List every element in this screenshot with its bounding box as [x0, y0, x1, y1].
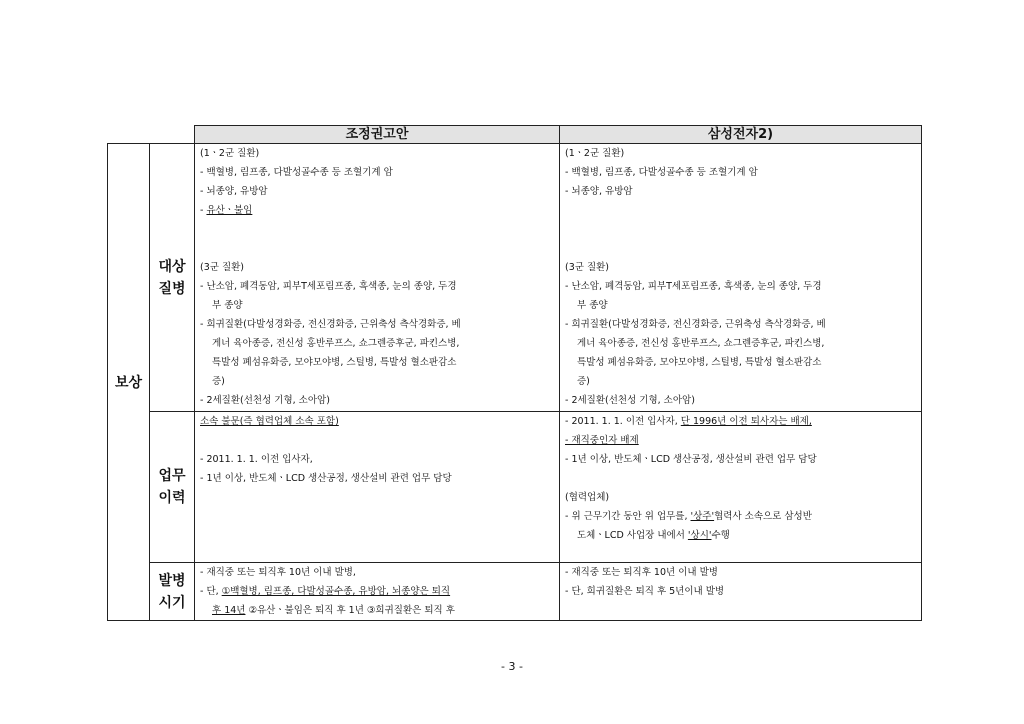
text-fragment: ②유산ㆍ불임은 퇴직 후 1년 ③희귀질환은 퇴직 후	[245, 605, 455, 616]
text-fragment: 수행	[711, 530, 730, 541]
work-right-cell	[560, 412, 922, 563]
underlined-text: '상시'	[687, 530, 712, 541]
disease-left-cell	[195, 144, 560, 412]
line: - 1년 이상, 반도체ㆍLCD 생산공정, 생산설비 관련 업무 담당	[565, 454, 817, 465]
header-recommendation: 조정권고안	[195, 126, 560, 144]
line: (협력업체)	[565, 492, 610, 503]
section-compensation: 보상	[108, 144, 150, 621]
label-onset-text: 발병 시기	[158, 572, 186, 611]
underlined-text: 단 1996년 이전 퇴사자는 배제,	[680, 416, 812, 427]
row-label-disease	[150, 144, 195, 412]
underlined-text: ①백혈병, 림프종, 다발성골수종, 유방암, 뇌종양은 퇴직	[221, 586, 451, 597]
onset-right-cell	[560, 563, 922, 621]
line: - 재직중 또는 퇴직후 10년 이내 발병,	[200, 567, 356, 578]
line: 특발성 폐섬유화증, 모야모야병, 스틸병, 특발성 혈소판감소	[212, 357, 457, 368]
text-fragment: - 위 근무기간 동안 위 업무를,	[565, 511, 691, 522]
row-label-onset	[150, 563, 195, 621]
line: - 2세질환(선천성 기형, 소아암)	[200, 395, 330, 406]
line: - 뇌종양, 유방암	[565, 186, 633, 197]
line: 게너 육아종증, 전신성 홍반루프스, 쇼그렌증후군, 파킨스병,	[577, 338, 825, 349]
line: - 2011. 1. 1. 이전 입사자,	[200, 454, 313, 465]
label-work-text: 업무 이력	[158, 468, 186, 506]
line: (1ㆍ2군 질환)	[565, 148, 625, 159]
line: - 백혈병, 림프종, 다발성골수종 등 조혈기계 암	[565, 167, 758, 178]
line: - 단, 희귀질환은 퇴직 후 5년이내 발병	[565, 586, 725, 597]
line	[200, 601, 555, 620]
text-fragment: 협력사 소속으로 삼성반	[714, 511, 812, 522]
line	[565, 412, 917, 431]
label-disease-text: 대상 질병	[158, 258, 186, 297]
line: - 재직중 또는 퇴직후 10년 이내 발병	[565, 567, 718, 578]
text-fragment: - 단,	[200, 586, 222, 597]
line: (1ㆍ2군 질환)	[200, 148, 260, 159]
line: 증)	[212, 376, 225, 387]
line: - 2세질환(선천성 기형, 소아암)	[565, 395, 695, 406]
work-left-cell	[195, 412, 560, 563]
line	[200, 582, 555, 601]
line: (3군 질환)	[200, 262, 245, 273]
header-samsung: 삼성전자2)	[560, 126, 922, 144]
line: - 1년 이상, 반도체ㆍLCD 생산공정, 생산설비 관련 업무 담당	[200, 473, 452, 484]
line: - 유산ㆍ불임	[200, 205, 253, 216]
row-label-work	[150, 412, 195, 563]
line: 게너 육아종증, 전신성 홍반루프스, 쇼그렌증후군, 파킨스병,	[212, 338, 460, 349]
line: - 난소암, 폐격동암, 피부T세포림프종, 흑색종, 눈의 종양, 두경	[200, 281, 457, 292]
line	[565, 507, 917, 526]
onset-left-cell	[195, 563, 560, 621]
line: - 희귀질환(다발성경화증, 전신경화증, 근위축성 측삭경화증, 베	[565, 319, 826, 330]
compensation-comparison-table	[107, 125, 922, 621]
page-number: - 3 -	[501, 660, 523, 673]
blank-corner	[108, 126, 195, 144]
line: (3군 질환)	[565, 262, 610, 273]
text-fragment: 도체ㆍLCD 사업장 내에서	[577, 530, 688, 541]
line: - 백혈병, 림프종, 다발성골수종 등 조혈기계 암	[200, 167, 393, 178]
line: - 난소암, 폐격동암, 피부T세포림프종, 흑색종, 눈의 종양, 두경	[565, 281, 822, 292]
line: - 재직중인자 배제	[565, 435, 639, 446]
underlined-miscarriage: 유산ㆍ불임	[206, 205, 253, 216]
text-fragment: - 2011. 1. 1. 이전 입사자,	[565, 416, 678, 427]
line: 특발성 폐섬유화증, 모야모야병, 스틸병, 특발성 혈소판감소	[577, 357, 822, 368]
disease-right-cell	[560, 144, 922, 412]
line: 부 종양	[212, 300, 243, 311]
underlined-text: '상주'	[690, 511, 715, 522]
line: - 희귀질환(다발성경화증, 전신경화증, 근위축성 측삭경화증, 베	[200, 319, 461, 330]
line: 부 종양	[577, 300, 608, 311]
line: 소속 불문(즉 협력업체 소속 포함)	[200, 416, 339, 427]
line: - 뇌종양, 유방암	[200, 186, 268, 197]
underlined-text: 후 14년	[212, 605, 246, 616]
line	[565, 526, 917, 545]
line: 증)	[577, 376, 590, 387]
